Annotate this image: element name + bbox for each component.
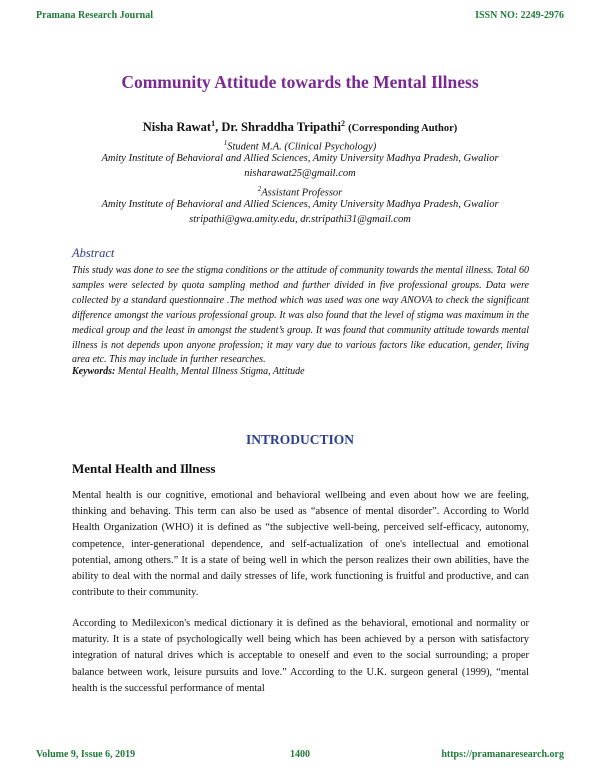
affiliation-1-superscript: 1 [223, 139, 228, 147]
affiliation-1-email[interactable]: nisharawat25@gmail.com [244, 168, 356, 179]
abstract-heading: Abstract [72, 246, 115, 260]
affiliation-2-email[interactable]: stripathi@gwa.amity.edu, dr.stripathi31@gmail.com [189, 214, 411, 225]
body-paragraph-2: According to Medilexicon's medical dictionary it is defined as the behavioral, emotional and normality or maturity. It is a state of psychologically well being which has been achieved by a person with satisfactory integration of natural drives which is acceptable to oneself and even to the social surrounding; a proper balance between work, leisure pursuits and love.” According to the U.K. surgeon general (1999), “mental health is the successful performance of mental [72, 618, 529, 694]
affiliation-1-role-text: Student M.A. (Clinical Psychology) [227, 141, 377, 153]
author-1-superscript: 1 [211, 119, 216, 128]
footer-url[interactable]: https://pramanaresearch.org [441, 749, 564, 760]
abstract-text: This study was done to see the stigma conditions or the attitude of community towards the mental illness. Total 60 samples were selected by quota sampling method and further divided in five professional groups. Data were collected by a standard questionnaire .The method which was used was one way ANOVA to check the significant difference amongst the various professional group. It was also found that the level of stigma was maximum in the medical group and the least in amongst the student’s group. It was found that community attitude towards mental illness is not depends upon anyone profession; it may vary due to various factors like education, gender, living area etc. This may include in further researches. [72, 265, 529, 366]
introduction-heading: INTRODUCTION [245, 432, 354, 447]
footer-volume: Volume 9, Issue 6, 2019 [36, 749, 136, 760]
keywords-label: Keywords: [72, 366, 116, 377]
author-2-name: Dr. Shraddha Tripathi [221, 120, 341, 135]
affiliation-1-institute: Amity Institute of Behavioral and Allied Sciences, Amity University Madhya Pradesh, Gwalior [101, 153, 499, 164]
author-line [0, 119, 600, 135]
corresponding-author-note: (Corresponding Author) [348, 123, 458, 135]
author-2-superscript: 2 [340, 119, 345, 128]
affiliation-2-role-text: Assistant Professor [261, 187, 343, 199]
affiliation-2-superscript: 2 [257, 185, 262, 193]
keywords-line [72, 366, 305, 377]
affiliation-2-institute: Amity Institute of Behavioral and Allied Sciences, Amity University Madhya Pradesh, Gwalior [101, 199, 499, 210]
footer-page-number: 1400 [290, 749, 310, 760]
author-1-name: Nisha Rawat [142, 120, 212, 135]
issn-number: ISSN NO: 2249-2976 [475, 10, 564, 21]
paper-title: Community Attitude towards the Mental Illness [121, 72, 479, 92]
body-paragraph-1: Mental health is our cognitive, emotional and behavioral wellbeing and even about how we are feeling, thinking and behaving. This term can also be used as “absence of mental disorder”. According to World Health Organization (WHO) it is defined as “the subjective well-being, perceived self-efficacy, autonomy, competence, inter-generational dependence, and self-actualization of one's intellectual and emotional potential, among others.” It is a state of being well in which the person realizes their own abilities, have the ability to deal with the normal and daily stresses of life, work functioning is fruitful and productive, and can contribute to their community. [72, 490, 529, 599]
section-heading: Mental Health and Illness [72, 461, 216, 476]
keywords-text: Mental Health, Mental Illness Stigma, Attitude [117, 366, 305, 377]
journal-name: Pramana Research Journal [36, 10, 154, 21]
author-separator: , [215, 120, 222, 135]
